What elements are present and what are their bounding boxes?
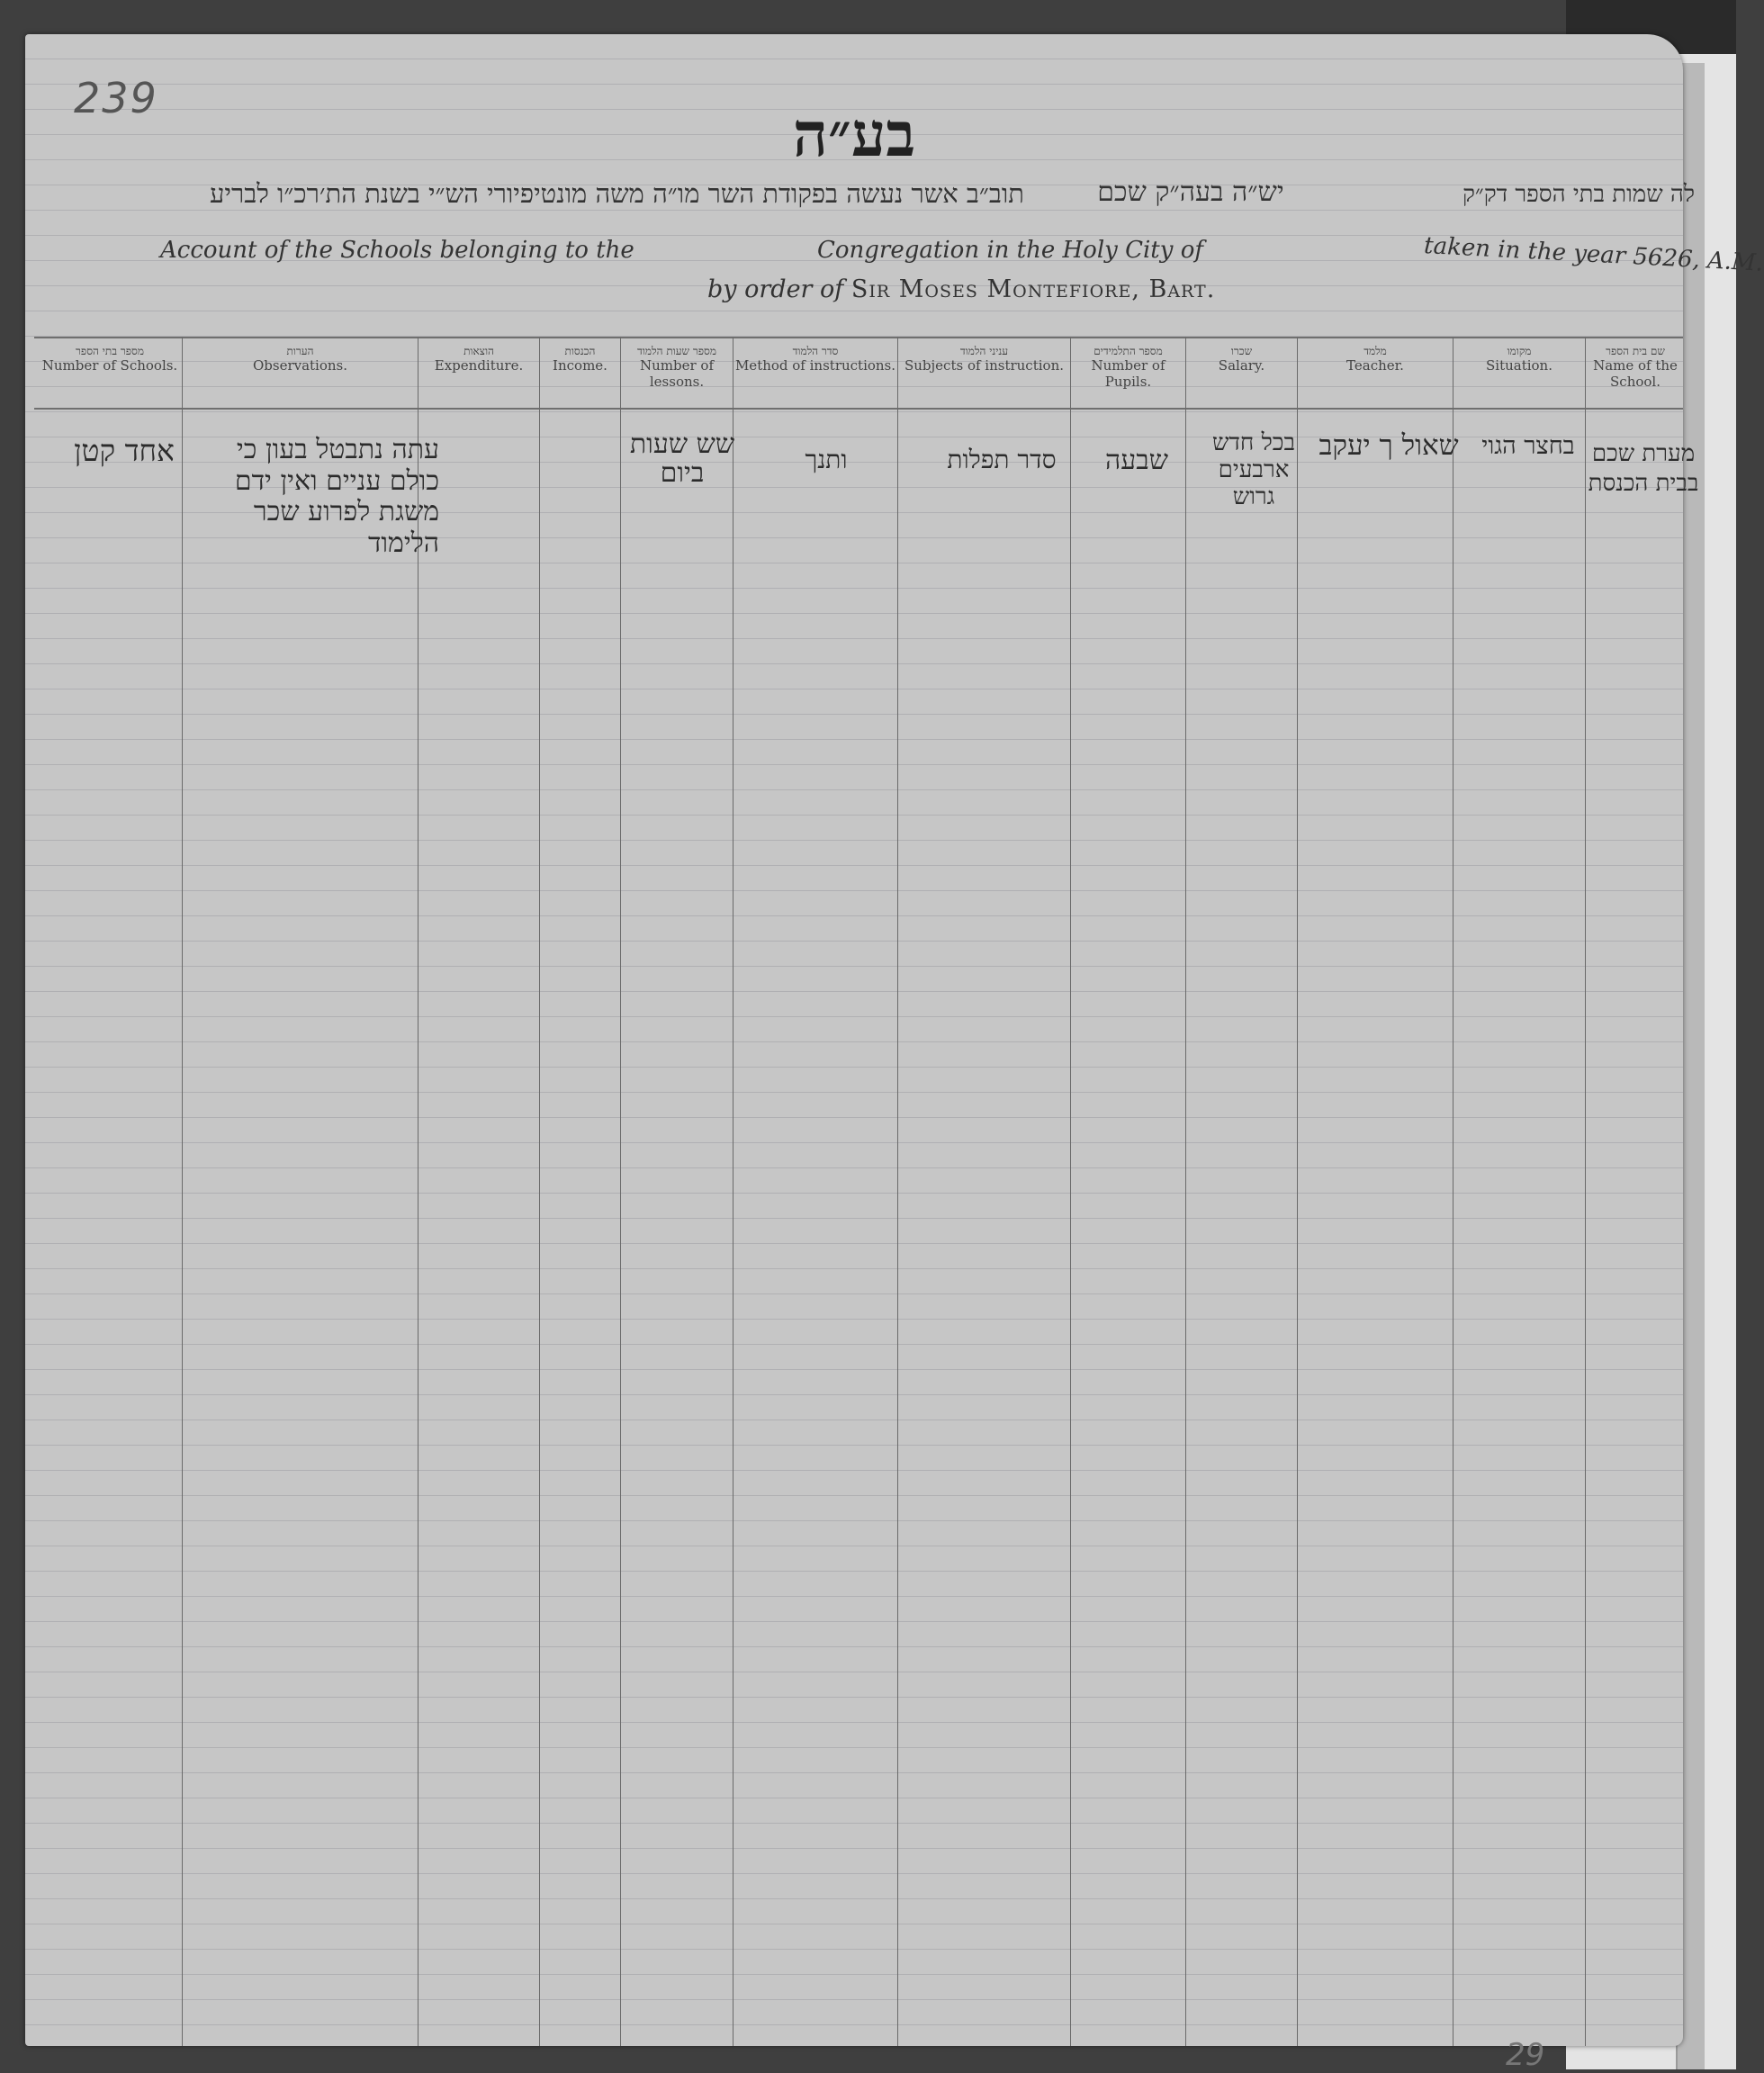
page-number-bottom: 29 [1506, 2037, 1545, 2073]
entry-observations: עתה נתבטל בעון כי כולם עניים ואין ידם משגת לפרוע שכר הלימוד [234, 434, 439, 559]
table-top-rule [34, 337, 1683, 338]
entry-number-of-schools: אחד קטן [74, 433, 175, 468]
column-divider [182, 337, 183, 2046]
hebrew-place-line: יש״ה בעה״ק שכם [1097, 176, 1284, 208]
column-divider [733, 337, 734, 2046]
ledger-page [25, 34, 1764, 2073]
column-divider [539, 337, 540, 2046]
column-header-situation: מקומו Situation. [1486, 345, 1552, 374]
column-divider [1297, 337, 1298, 2046]
column-header-pupils: מספר התלמידים Number of Pupils. [1091, 345, 1166, 391]
order-name: Sir Moses Montefiore, Bart. [850, 275, 1216, 303]
entry-lessons: שש שעות ביום [629, 428, 735, 489]
column-divider [1453, 337, 1454, 2046]
column-divider [1070, 337, 1071, 2046]
order-prefix: by order of [707, 275, 844, 303]
column-header-observations: הערות Observations. [252, 345, 348, 374]
column-header-method: סדר הלמוד Method of instructions. [734, 345, 896, 374]
column-divider [1585, 337, 1586, 2046]
column-header-teacher: מלמד Teacher. [1346, 345, 1404, 374]
column-header-expenditure: הוצאות Expenditure. [434, 345, 524, 374]
page-title: בע״ה [792, 99, 916, 171]
english-year-line: taken in the year 5626, A.M. [1423, 232, 1764, 277]
table-header-rule [34, 408, 1683, 410]
column-header-number-of-lessons: מספר שעות הלמוד Number of lessons. [637, 345, 716, 391]
english-account-line: Account of the Schools belonging to the [160, 237, 634, 264]
entry-teacher: שאול ך יעקב [1318, 429, 1459, 462]
entry-situation: בחצר הגוי [1481, 432, 1575, 460]
entry-name-of-school: מערת שכם בבית הכנסת [1588, 440, 1699, 497]
entry-method: ותנך [805, 445, 848, 474]
entry-subjects: סדר תפלות [947, 445, 1057, 474]
english-order-line [707, 275, 1215, 303]
column-header-number-of-schools: מספר בתי הספר Number of Schools. [41, 345, 178, 374]
hebrew-header-right: לה שמות בתי הספר דק״ק [1462, 181, 1695, 208]
column-header-income: הכנסות Income. [553, 345, 608, 374]
column-header-salary: שכרו Salary. [1218, 345, 1265, 374]
column-divider [897, 337, 898, 2046]
english-congregation-line: Congregation in the Holy City of [817, 237, 1203, 264]
entry-pupils: שבעה [1105, 445, 1168, 476]
column-divider [620, 337, 621, 2046]
column-divider [1185, 337, 1186, 2046]
column-header-name-of-school: שם בית הספר Name of the School. [1593, 345, 1678, 391]
hebrew-header-line: תוב״ב אשר נעשה בפקודת השר מו״ה משה מונטיפיורי הש״י בשנת הת׳רכ״ו לבריע [209, 178, 1024, 209]
page-number-top: 239 [74, 74, 158, 122]
entry-salary: בכל חדש ארבעים גרוש [1212, 429, 1295, 510]
column-header-subjects: עניני הלמוד Subjects of instruction. [904, 345, 1064, 374]
